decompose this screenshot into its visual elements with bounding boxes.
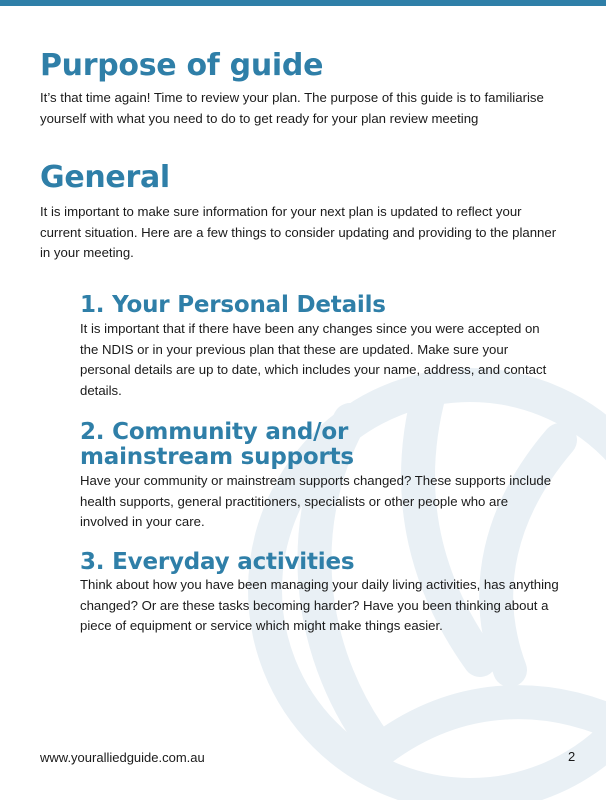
section-2-paragraph: Have your community or mainstream supports changed? These supports include health supports, general practitioners, specialists or other people who are involved in your care.: [80, 473, 552, 529]
section-1-paragraph: It is important that if there have been any changes since you were accepted on the NDIS or in your previous plan that these are updated. Make sure your personal details are up to date, which includes your name, address, and contact details.: [80, 321, 547, 398]
section-3-paragraph: Think about how you have been managing your daily living activities, has anything changed? Or are these tasks becoming harder? Have you been thinking about a piece of equipment or service which might make things easier.: [80, 577, 559, 633]
section-1-heading: 1. Your Personal Details: [80, 292, 386, 318]
purpose-heading: Purpose of guide: [40, 48, 324, 83]
section-2-heading: 2. Community and/or mainstream supports: [80, 419, 354, 470]
footer-website-link[interactable]: www.youralliedguide.com.au: [40, 750, 205, 765]
general-heading: General: [40, 160, 170, 195]
section-3-heading: 3. Everyday activities: [80, 549, 355, 575]
purpose-paragraph: It’s that time again! Time to review your plan. The purpose of this guide is to familiarise yourself with what you need to do to get ready for your plan review meeting: [40, 90, 544, 126]
general-paragraph: It is important to make sure information for your next plan is updated to reflect your current situation. Here are a few things to consider updating and providing to the planner in your meeting.: [40, 204, 557, 260]
page-number: 2: [568, 749, 576, 764]
top-accent-bar: [0, 0, 606, 6]
